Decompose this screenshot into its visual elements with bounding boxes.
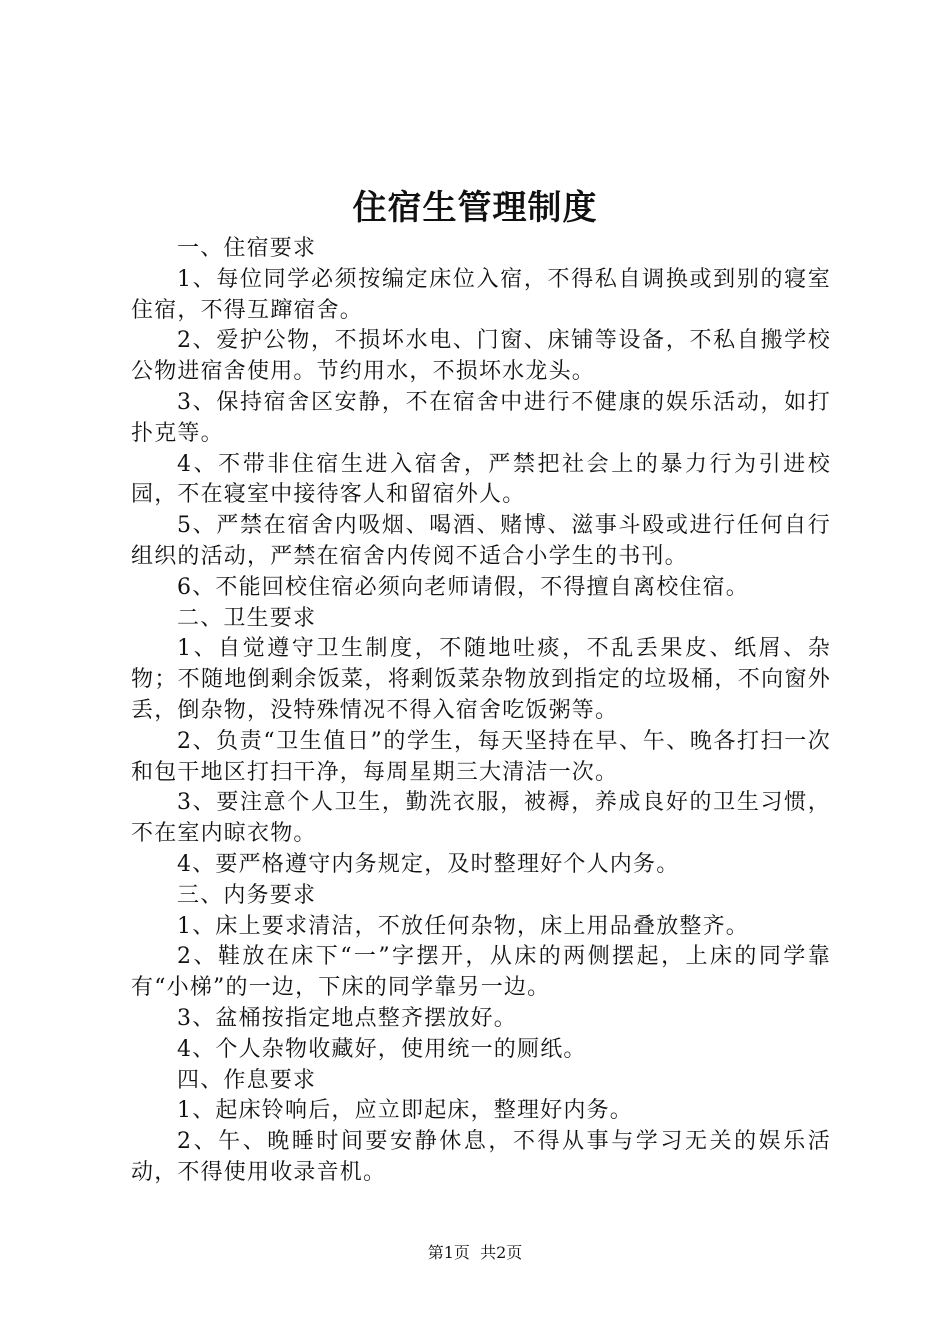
paragraph: 1、起床铃响后，应立即起床，整理好内务。	[177, 1098, 633, 1124]
paragraph: 2、午、晚睡时间要安静休息，不得从事与学习无关的娱乐活动，不得使用收录音机。	[131, 1129, 831, 1185]
document-body	[131, 234, 831, 1189]
paragraph: 3、要注意个人卫生，勤洗衣服，被褥，养成良好的卫生习惯，不在室内晾衣物。	[131, 790, 831, 847]
footer-spacer	[470, 1243, 480, 1262]
paragraph: 2、负责“卫生值日”的学生，每天坚持在早、午、晚各打扫一次和包干地区打扫干净，每周星期三大清洁一次。	[131, 728, 831, 785]
section-heading-housekeeping: 三、内务要求	[177, 882, 317, 908]
paragraph: 2、鞋放在床下“一”字摆开，从床的两侧摆起，上床的同学靠有“小梯”的一边，下床的同学靠另一边。	[131, 944, 831, 1001]
page-number: 第1页	[427, 1243, 470, 1262]
paragraph: 1、自觉遵守卫生制度，不随地吐痰，不乱丢果皮、纸屑、杂物；不随地倒剩余饭菜，将剩饭菜杂物放到指定的垃圾桶，不向窗外丢，倒杂物，没特殊情况不得入宿舍吃饭粥等。	[131, 636, 831, 723]
paragraph: 3、盆桶按指定地点整齐摆放好。	[177, 1005, 517, 1031]
paragraph: 6、不能回校住宿必须向老师请假，不得擅自离校住宿。	[177, 574, 749, 600]
document-title: 住宿生管理制度	[352, 188, 598, 228]
paragraph: 1、每位同学必须按编定床位入宿，不得私自调换或到别的寝室住宿，不得互蹿宿舍。	[131, 266, 831, 323]
paragraph: 1、床上要求清洁，不放任何杂物，床上用品叠放整齐。	[177, 913, 749, 939]
paragraph: 3、保持宿舍区安静，不在宿舍中进行不健康的娱乐活动，如打扑克等。	[131, 389, 831, 446]
section-heading-hygiene: 二、卫生要求	[177, 605, 317, 631]
page-footer	[0, 1243, 950, 1263]
paragraph: 4、个人杂物收藏好，使用统一的厕纸。	[177, 1036, 587, 1062]
paragraph: 5、严禁在宿舍内吸烟、喝酒、赌博、滋事斗殴或进行任何自行组织的活动，严禁在宿舍内传阅不适合小学生的书刊。	[131, 513, 831, 569]
section-heading-accommodation: 一、住宿要求	[177, 236, 317, 261]
paragraph: 4、不带非住宿生进入宿舍，严禁把社会上的暴力行为引进校园，不在寝室中接待客人和留宿外人。	[131, 451, 831, 508]
paragraph: 2、爱护公物，不损坏水电、门窗、床铺等设备，不私自搬学校公物进宿舍使用。节约用水，不损坏水龙头。	[131, 328, 831, 385]
page-total: 共2页	[480, 1243, 523, 1262]
paragraph: 4、要严格遵守内务规定，及时整理好个人内务。	[177, 851, 680, 877]
section-heading-schedule: 四、作息要求	[177, 1067, 317, 1093]
